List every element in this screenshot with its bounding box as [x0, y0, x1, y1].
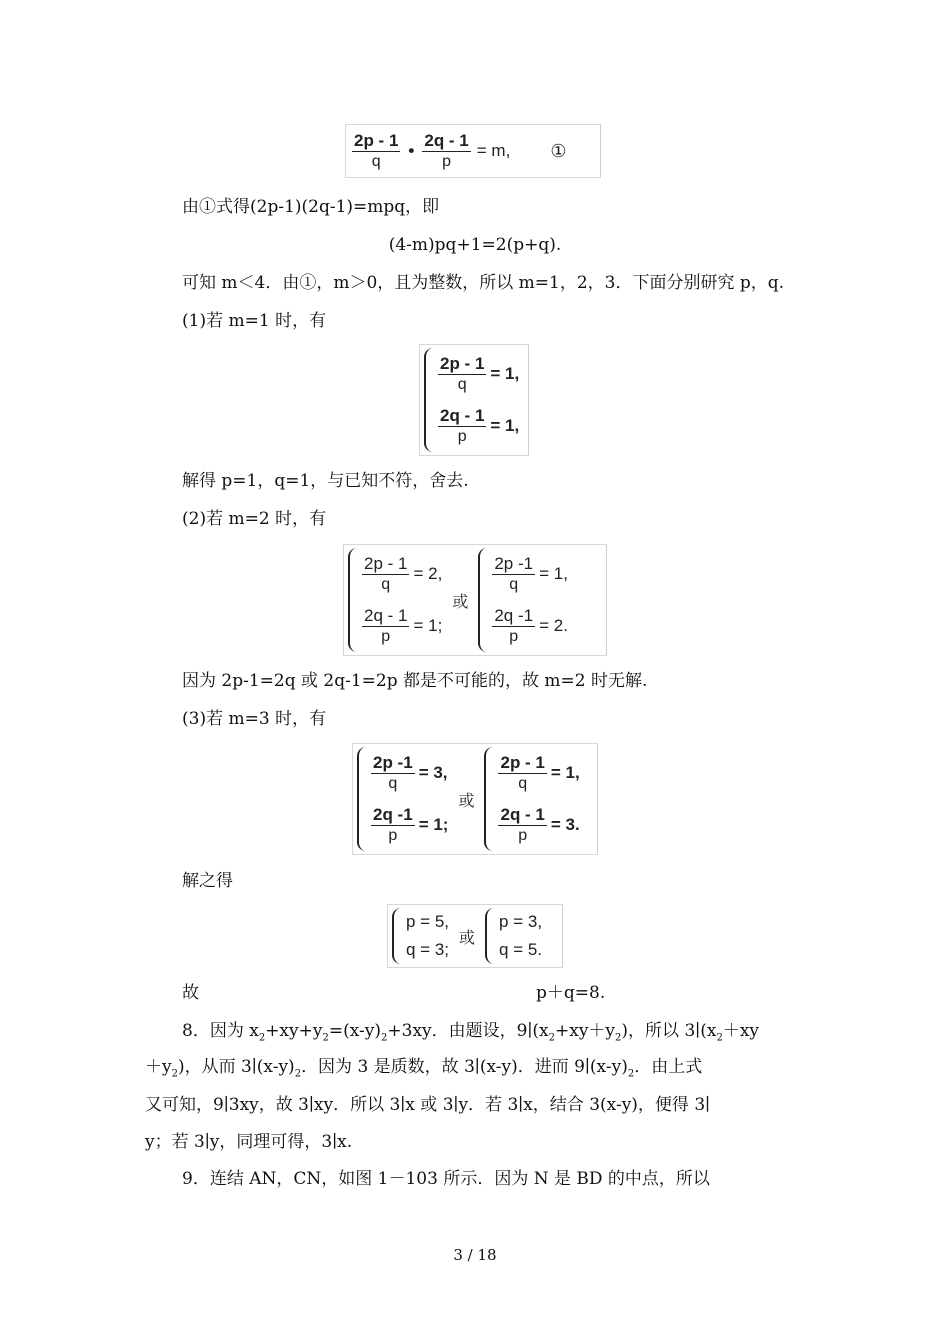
text-line: 可知 m＜4．由①，m＞0，且为整数，所以 m=1，2，3．下面分别研究 p，q.: [182, 273, 785, 293]
rhs: = 1,: [490, 364, 520, 383]
brace: [478, 548, 489, 652]
numerator: 2q - 1: [500, 804, 545, 824]
equation-system: [357, 747, 448, 851]
equation-system: [485, 908, 542, 964]
equation-system: [424, 348, 519, 452]
numerator: 2q -1: [373, 804, 413, 824]
text-line: (3)若 m=3 时，有: [182, 709, 327, 729]
text-line: (1)若 m=1 时，有: [182, 311, 327, 331]
rhs: = 1,: [490, 416, 520, 435]
equation-row: p = 5,: [406, 912, 450, 931]
text-line: 解之得: [182, 871, 233, 891]
denominator: p: [442, 152, 452, 170]
text-line: (2)若 m=2 时，有: [182, 509, 327, 529]
denominator: q: [371, 152, 381, 170]
denominator: q: [518, 774, 528, 792]
paragraph-8-line-4: y；若 3∣y，同理可得，3∣x.: [145, 1132, 353, 1152]
or-label: 或: [452, 591, 469, 611]
paragraph-8-line-3: 又可知，9∣3xy，故 3∣xy．所以 3∣x 或 3∣y．若 3∣x，结合 3(x-y)，便得 3∣: [145, 1095, 711, 1115]
or-label: 或: [458, 790, 475, 810]
rhs: = 3,: [418, 763, 448, 782]
rhs: = 1;: [413, 616, 443, 635]
denominator: q: [457, 375, 467, 393]
numerator: 2p - 1: [364, 553, 408, 573]
page-number: 3 / 18: [453, 1246, 497, 1264]
paragraph-8-line-1: 8．因为 $x_2+xy+y_2=(x-y)_2+3xy$．由题设，$9∣(x_2+xy+y_2)$，所以 $3∣(x_2+xy$: [182, 1021, 760, 1044]
brace: [348, 548, 359, 652]
denominator: p: [388, 826, 398, 844]
text-line: 由①式得(2p-1)(2q-1)=mpq，即: [182, 197, 440, 217]
rhs: = 1,: [539, 564, 568, 583]
equation-row: p = 3,: [499, 912, 543, 931]
rhs: = 1;: [418, 815, 449, 834]
denominator: q: [381, 575, 391, 593]
text-line: 故: [182, 983, 199, 1003]
denominator: p: [457, 427, 467, 445]
brace: [424, 348, 435, 452]
paragraph-8-line-2: $+y_2$)，从而 $3∣(x-y)_2$．因为 3 是质数，故 3∣(x-y)．进而 $9∣(x-y)_2$．由上式: [145, 1057, 703, 1080]
brace: [485, 908, 496, 964]
fraction: [352, 131, 400, 172]
denominator: p: [381, 627, 391, 645]
rhs: = 1,: [550, 763, 580, 782]
brace: [357, 747, 368, 851]
dot: •: [408, 141, 415, 160]
numerator: 2q - 1: [424, 130, 469, 150]
numerator: 2q - 1: [440, 405, 485, 425]
denominator: p: [509, 627, 519, 645]
text-line: 因为 2p-1=2q 或 2q-1=2p 都是不可能的，故 m=2 时无解.: [182, 671, 648, 691]
rhs: = 2,: [413, 564, 443, 583]
rhs: = 2.: [539, 616, 568, 635]
formula-4: [352, 743, 598, 855]
fraction: [422, 131, 470, 172]
paragraph-9: 9．连结 AN，CN，如图 1－103 所示．因为 N 是 BD 的中点，所以: [182, 1169, 710, 1189]
equation-system: [484, 747, 579, 851]
text-line: 解得 p=1，q=1，与已知不符，舍去.: [182, 471, 469, 491]
numerator: 2p - 1: [354, 130, 399, 150]
rhs: = m,: [476, 141, 511, 160]
rhs: = 3.: [550, 815, 580, 834]
numerator: 2p - 1: [440, 353, 485, 373]
brace: [392, 908, 403, 964]
brace: [484, 747, 495, 851]
denominator: p: [518, 826, 528, 844]
numerator: 2q -1: [494, 605, 534, 625]
numerator: 2q - 1: [364, 605, 408, 625]
formula-1: [345, 124, 601, 178]
equation-system: [348, 548, 442, 652]
denominator: q: [509, 575, 519, 593]
numerator: 2p -1: [494, 553, 534, 573]
numerator: 2p -1: [373, 752, 413, 772]
equation-row: q = 5.: [499, 940, 543, 959]
text-line: (4-m)pq+1=2(p+q).: [388, 235, 562, 255]
equation-system: [478, 548, 568, 652]
numerator: 2p - 1: [500, 752, 545, 772]
equation-system: [392, 908, 449, 964]
or-label: 或: [459, 927, 476, 947]
formula-5: [387, 904, 563, 968]
formula-3: [343, 544, 607, 656]
formula-2: [419, 344, 529, 456]
equation-tag: ①: [550, 140, 567, 162]
text-line: p＋q=8.: [536, 983, 606, 1003]
equation-row: q = 3;: [406, 940, 450, 959]
denominator: q: [388, 774, 398, 792]
